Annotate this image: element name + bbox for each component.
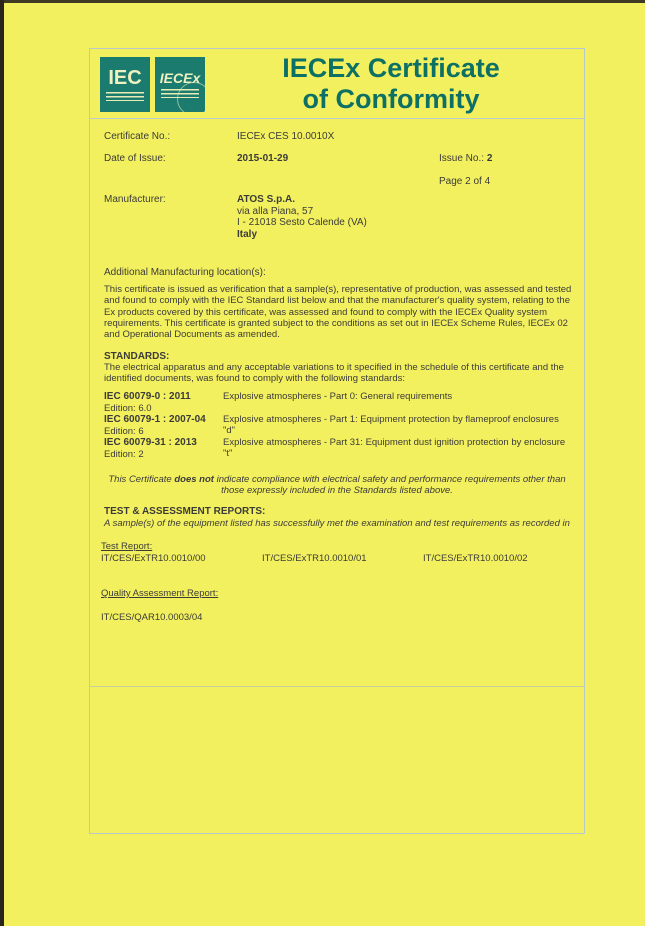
iec-logo-text: IEC xyxy=(108,67,142,89)
date-of-issue-value: 2015-01-29 xyxy=(237,153,289,164)
certificate-no-value: IECEx CES 10.0010X xyxy=(237,131,335,142)
scan-edge-top xyxy=(0,0,645,3)
compliance-note-pre: This Certificate xyxy=(108,474,175,485)
standard-row xyxy=(104,437,574,460)
iec-logo-icon xyxy=(100,57,150,112)
standard-code-block xyxy=(104,414,222,437)
issue-no-label: Issue No.: xyxy=(439,153,485,164)
standard-edition: Edition: 6.0 xyxy=(104,402,152,414)
logo-group xyxy=(100,57,205,112)
issue-no-value: 2 xyxy=(486,153,493,164)
standard-edition: Edition: 2 xyxy=(104,448,144,460)
issuance-paragraph: This certificate is issued as verification that a sample(s), representative of production, was assessed and tested and found to comply with the IEC Standard list below and that the manufacturer's quality system, relating to the Ex products covered by this certificate, was assessed and found to comply with the IECEx Quality system requirements. This certificate is granted subject to the conditions as set out in IECEx Scheme Rules, IECEx 02 and Operational Documents as amended. xyxy=(104,284,572,341)
scan-edge-left xyxy=(0,0,4,926)
page-title xyxy=(250,53,532,115)
header-divider xyxy=(90,118,584,119)
test-report-number: IT/CES/ExTR10.0010/00 xyxy=(101,553,206,564)
iecex-logo-text: IECEx xyxy=(159,70,201,86)
lower-divider xyxy=(90,686,584,687)
standard-code-block xyxy=(104,391,222,414)
test-reports-intro: A sample(s) of the equipment listed has successfully met the examination and test requirements as recorded in xyxy=(104,518,570,529)
standard-description: Explosive atmospheres - Part 31: Equipment dust ignition protection by enclosure "t" xyxy=(223,437,566,460)
compliance-note-post: indicate compliance with electrical safety and performance requirements other than those expressly included in the Standards listed above. xyxy=(213,474,566,497)
standard-code: IEC 60079-0 : 2011 xyxy=(104,391,191,402)
manufacturer-name: ATOS S.p.A. xyxy=(237,194,295,205)
manufacturer-label: Manufacturer: xyxy=(104,194,166,205)
manufacturer-city: I - 21018 Sesto Calende (VA) xyxy=(237,217,367,228)
iecex-logo-icon xyxy=(155,57,205,112)
quality-assessment-label: Quality Assessment Report: xyxy=(101,588,219,599)
test-report-number: IT/CES/ExTR10.0010/01 xyxy=(262,553,367,564)
compliance-note-emphasis: does not xyxy=(174,474,214,485)
test-report-label: Test Report: xyxy=(101,541,153,552)
page-title-line1: IECEx Certificate xyxy=(282,53,500,83)
compliance-note xyxy=(104,474,570,497)
standard-description: Explosive atmospheres - Part 1: Equipment protection by flameproof enclosures "d" xyxy=(223,414,559,437)
iec-logo-lines xyxy=(106,92,144,101)
additional-locations-label: Additional Manufacturing location(s): xyxy=(104,267,266,278)
certificate-no-label: Certificate No.: xyxy=(104,131,171,142)
standards-intro: The electrical apparatus and any acceptable variations to it specified in the schedule of this certificate and the identified documents, was found to comply with the following standards: xyxy=(104,362,564,385)
date-of-issue-label: Date of Issue: xyxy=(104,153,166,164)
standard-code-block xyxy=(104,437,222,460)
test-report-number: IT/CES/ExTR10.0010/02 xyxy=(423,553,528,564)
page-indicator: Page 2 of 4 xyxy=(439,176,491,187)
standard-row xyxy=(104,391,574,414)
standard-row xyxy=(104,414,574,437)
standards-heading: STANDARDS: xyxy=(104,351,170,362)
issue-no xyxy=(439,153,492,164)
manufacturer-street: via alla Piana, 57 xyxy=(237,205,314,217)
standard-code: IEC 60079-1 : 2007-04 xyxy=(104,414,206,425)
quality-assessment-number: IT/CES/QAR10.0003/04 xyxy=(101,612,203,623)
test-reports-heading: TEST & ASSESSMENT REPORTS: xyxy=(104,506,266,517)
standard-edition: Edition: 6 xyxy=(104,425,144,437)
manufacturer-address xyxy=(237,194,367,240)
standard-description: Explosive atmospheres - Part 0: General requirements xyxy=(223,391,453,402)
standard-code: IEC 60079-31 : 2013 xyxy=(104,437,197,448)
manufacturer-country: Italy xyxy=(237,228,258,240)
iecex-logo-lines xyxy=(161,89,199,98)
certificate-frame xyxy=(89,48,585,834)
page-title-line2: of Conformity xyxy=(302,84,480,114)
